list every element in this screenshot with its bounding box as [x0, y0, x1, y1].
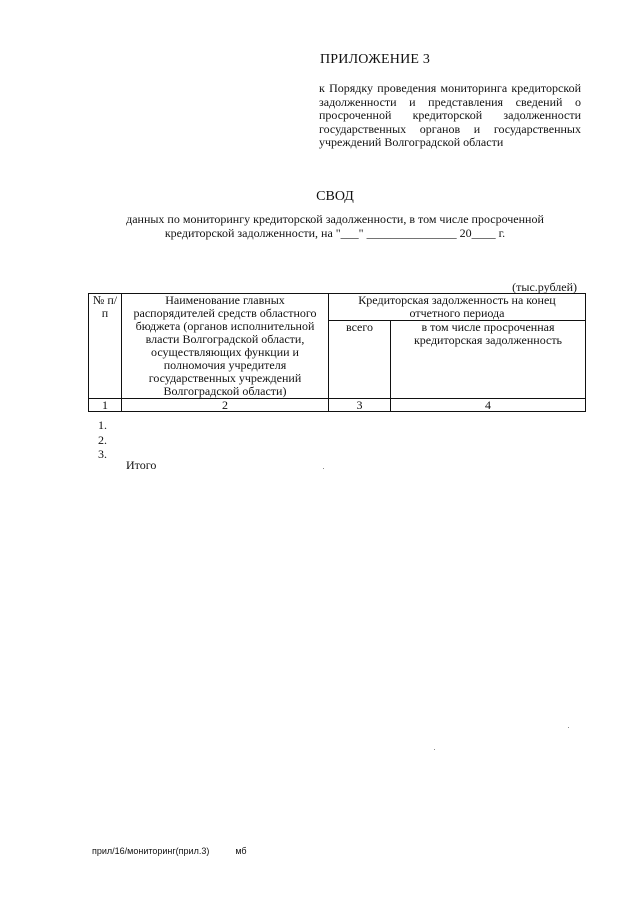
header-debt: Кредиторская задолженность на конец отчетного периода: [329, 294, 586, 321]
table-index-row: [89, 399, 586, 412]
appendix-title: ПРИЛОЖЕНИЕ 3: [320, 52, 431, 67]
footer: [92, 846, 247, 856]
footer-initials: мб: [235, 846, 247, 856]
header-number: № п/п: [89, 294, 122, 399]
list-item: 3.: [98, 447, 107, 461]
debt-table: [88, 293, 586, 412]
subtitle-line-1: данных по мониторингу кредиторской задолженности, в том числе просроченной: [126, 212, 544, 226]
table-header-row: [89, 294, 586, 321]
scan-speck: [323, 468, 324, 469]
index-cell: 2: [122, 399, 329, 412]
header-overdue: в том числе просроченная кредиторская задолженность: [391, 321, 586, 399]
appendix-reference: к Порядку проведения мониторинга кредиторской задолженности и представления сведений о просроченной кредиторской задолженности государственных органов и государственных учреждений Волгоградской области: [319, 81, 581, 149]
footer-path: прил/16/мониторинг(прил.3): [92, 846, 210, 856]
list-item: 1.: [98, 418, 107, 432]
list-item: 2.: [98, 432, 107, 447]
scan-speck: [568, 727, 569, 728]
row-list: [98, 418, 107, 462]
index-cell: 3: [329, 399, 391, 412]
subtitle-line-2: кредиторской задолженности, на "___" _______________ 20____ г.: [164, 226, 506, 240]
index-cell: 1: [89, 399, 122, 412]
document-subtitle: [100, 212, 570, 240]
index-cell: 4: [391, 399, 586, 412]
total-label: Итого: [126, 458, 157, 472]
header-name: Наименование главных распорядителей средств областного бюджета (органов исполнительной власти Волгоградской области, осуществляющих функции и полномочия учредителя государственных учреждений Волгоградской области): [122, 294, 329, 399]
header-total: всего: [329, 321, 391, 399]
units-label: (тыс.рублей): [512, 280, 577, 294]
scan-speck: [434, 749, 435, 750]
document-title: СВОД: [316, 189, 354, 204]
